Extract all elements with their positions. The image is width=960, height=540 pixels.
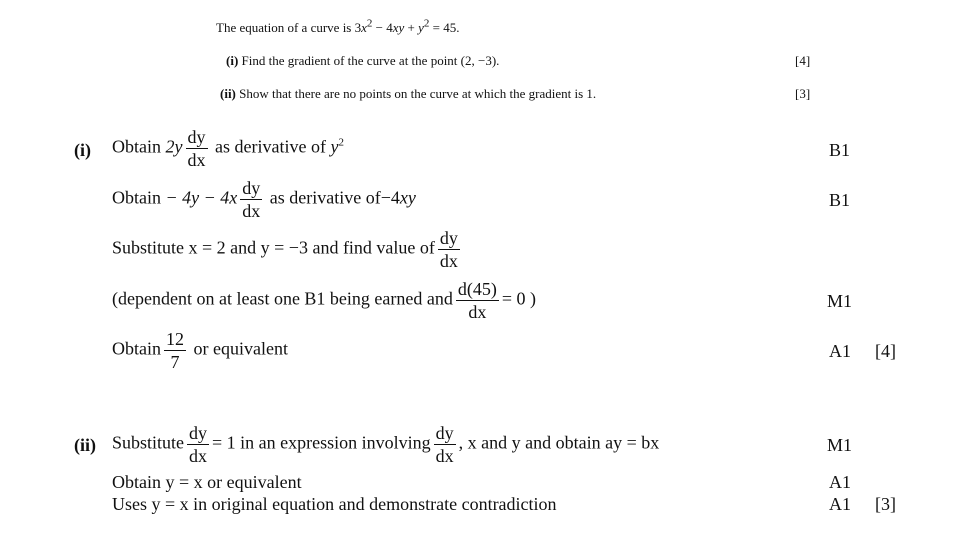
dx: dx — [439, 251, 458, 271]
row2-expr: − 4y − 4x — [165, 187, 238, 208]
row1-obtain: Obtain — [112, 136, 161, 157]
scheme-row-8: Uses y = x in original equation and demonstrate contradiction — [112, 494, 557, 514]
row6-dydx-1 — [187, 424, 209, 465]
scheme-row-1 — [112, 128, 344, 169]
row5-total: [4] — [875, 341, 896, 361]
scheme-part-ii-label: (ii) — [74, 435, 96, 455]
dy: dy — [435, 423, 454, 443]
stem-mid1: − 4 — [372, 20, 393, 35]
row1-sq: 2 — [338, 136, 344, 149]
question-part-i — [226, 53, 499, 69]
stem-sq1: 2 — [366, 17, 373, 30]
stem-y: y — [418, 20, 424, 35]
scheme-row-3 — [112, 229, 463, 270]
stem-mid2: + — [404, 20, 419, 35]
stem-end: = 45. — [429, 20, 460, 35]
dx: dx — [468, 302, 487, 322]
row3-text: Substitute x = 2 and y = −3 and find value of — [112, 237, 435, 258]
row2-obtain: Obtain — [112, 187, 161, 208]
row4-num: d(45) — [457, 279, 497, 299]
row1-dydx — [186, 128, 208, 169]
dx: dx — [242, 201, 261, 221]
scheme-row-5 — [112, 330, 288, 371]
row6-mark: M1 — [827, 435, 853, 455]
scheme-row-2 — [112, 179, 416, 220]
row5-rest: or equivalent — [193, 338, 288, 359]
row4-text: (dependent on at least one B1 being earned and — [112, 288, 453, 309]
row1-as-derivative: as derivative of — [215, 136, 326, 157]
row3-dydx — [438, 229, 460, 270]
scheme-row-4 — [112, 280, 536, 321]
dy: dy — [439, 228, 458, 248]
dy: dy — [187, 127, 206, 147]
stem-xy: xy — [392, 20, 405, 35]
question-stem — [216, 17, 460, 36]
row8-mark: A1 — [829, 494, 851, 514]
part-ii-marks: [3] — [795, 86, 811, 101]
part-ii-label: (ii) — [220, 86, 236, 101]
part-i-text: Find the gradient of the curve at the point (2, −3). — [241, 53, 500, 68]
dx: dx — [187, 150, 206, 170]
row1-two-y: 2y — [165, 136, 183, 157]
row6-dydx-2 — [434, 424, 456, 465]
stem-prefix: The equation of a curve is 3 — [216, 20, 362, 35]
row2-xy: xy — [399, 187, 416, 208]
dy: dy — [242, 178, 261, 198]
row2-neg: −4 — [380, 187, 400, 208]
stem-sq2: 2 — [423, 17, 430, 30]
part-i-marks: [4] — [795, 53, 811, 68]
row1-y: y — [330, 136, 339, 157]
row6-tail: , x and y and obtain ay = bx — [458, 432, 660, 453]
part-i-label: (i) — [226, 53, 239, 68]
scheme-row-6 — [112, 424, 659, 465]
scheme-part-i-label: (i) — [74, 140, 91, 160]
row6-eq1: = 1 — [212, 432, 236, 453]
row5-mark: A1 — [829, 341, 851, 361]
dx: dx — [435, 446, 454, 466]
dy: dy — [189, 423, 208, 443]
row6-middle: in an expression involving — [240, 432, 431, 453]
dx: dx — [189, 446, 208, 466]
row6-substitute: Substitute — [112, 432, 185, 453]
row4-end: = 0 ) — [501, 288, 537, 309]
row5-num: 12 — [166, 329, 184, 349]
row5-frac — [164, 330, 186, 371]
row5-den: 7 — [170, 352, 180, 372]
row2-dydx — [240, 179, 262, 220]
row5-obtain: Obtain — [112, 338, 161, 359]
question-part-ii — [220, 86, 596, 102]
row1-mark: B1 — [829, 140, 851, 160]
row2-as-derivative: as derivative of — [269, 187, 381, 208]
row7-mark: A1 — [829, 472, 851, 492]
scheme-row-7: Obtain y = x or equivalent — [112, 472, 302, 492]
part-ii-text: Show that there are no points on the curve at which the gradient is 1. — [239, 86, 597, 101]
row4-frac — [456, 280, 499, 321]
row2-mark: B1 — [829, 190, 851, 210]
row4-mark: M1 — [827, 291, 853, 311]
row8-total: [3] — [875, 494, 896, 514]
stem-x: x — [361, 20, 367, 35]
